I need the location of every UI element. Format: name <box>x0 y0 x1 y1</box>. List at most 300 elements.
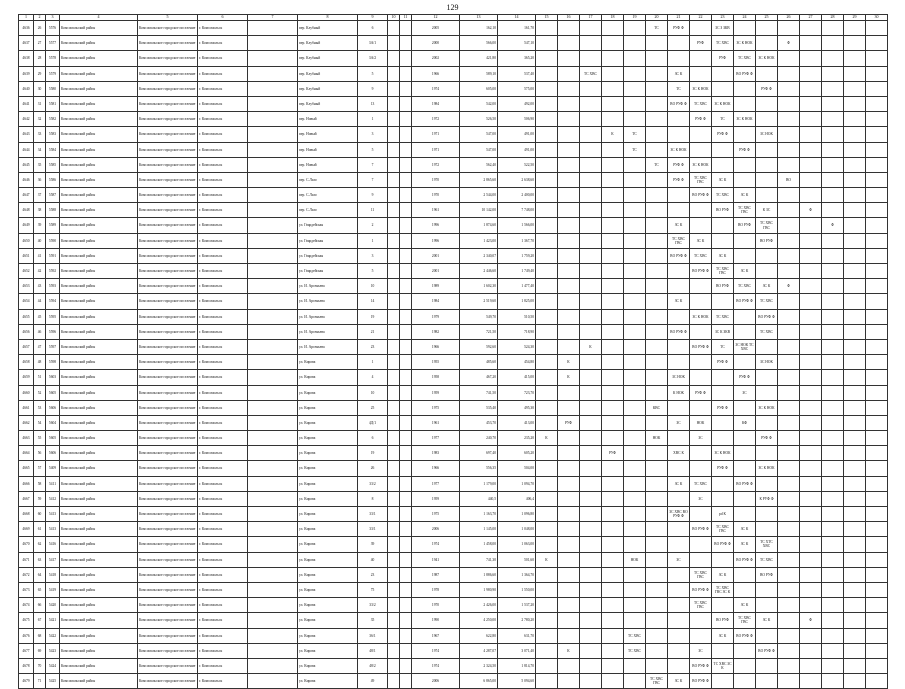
work-type-cell <box>646 491 668 506</box>
work-type-cell <box>580 294 602 309</box>
empty-cell <box>248 370 298 385</box>
work-type-cell: РУФ Ф <box>668 157 690 172</box>
total-area: 622,80 <box>460 628 498 643</box>
work-type-cell <box>558 613 580 628</box>
work-type-cell <box>602 674 624 689</box>
work-type-cell <box>580 385 602 400</box>
work-type-cell: ТС ХВС <box>734 279 756 294</box>
living-area: 1 063,00 <box>498 537 536 552</box>
living-area: 510,50 <box>498 309 536 324</box>
row-number: 39 <box>34 218 46 233</box>
object-code: 5591 <box>46 248 60 263</box>
work-type-cell <box>646 582 668 597</box>
work-type-cell <box>558 552 580 567</box>
row-number: 33 <box>34 127 46 142</box>
work-type-cell <box>822 324 844 339</box>
living-area: 1 048,00 <box>498 522 536 537</box>
work-type-cell <box>580 598 602 613</box>
work-type-cell <box>822 248 844 263</box>
empty-cell <box>400 203 412 218</box>
work-type-cell <box>866 461 888 476</box>
city-name: г. Комсомольск <box>198 415 248 430</box>
empty-cell <box>400 264 412 279</box>
empty-cell <box>248 355 298 370</box>
work-type-cell <box>536 233 558 248</box>
work-type-cell <box>580 36 602 51</box>
house-number: 5 <box>358 66 388 81</box>
total-area: 605,00 <box>460 81 498 96</box>
work-type-cell <box>756 172 778 187</box>
work-type-cell <box>866 415 888 430</box>
work-type-cell <box>800 598 822 613</box>
house-number: 8 <box>358 491 388 506</box>
build-year: 1977 <box>412 431 460 446</box>
work-type-cell <box>822 431 844 446</box>
empty-cell <box>248 628 298 643</box>
record-id: 4674 <box>19 598 34 613</box>
work-type-cell <box>690 21 712 36</box>
work-type-cell <box>580 628 602 643</box>
living-area: 1 367,70 <box>498 233 536 248</box>
record-id: 4679 <box>19 674 34 689</box>
table-row <box>19 491 888 506</box>
work-type-cell: ВО <box>778 172 800 187</box>
city-name: г. Комсомольск <box>198 203 248 218</box>
empty-cell <box>400 309 412 324</box>
row-number: 36 <box>34 172 46 187</box>
build-year: 1958 <box>412 370 460 385</box>
work-type-cell <box>734 157 756 172</box>
work-type-cell <box>668 188 690 203</box>
city-name: г. Комсомольск <box>198 324 248 339</box>
work-type-cell: ТС <box>712 112 734 127</box>
work-type-cell <box>844 188 866 203</box>
work-type-cell <box>690 218 712 233</box>
work-type-cell: ЗС К <box>734 522 756 537</box>
work-type-cell <box>800 279 822 294</box>
column-number: 27 <box>800 15 822 21</box>
work-type-cell <box>624 279 646 294</box>
work-type-cell <box>778 339 800 354</box>
work-type-cell: РУФ Ф <box>712 400 734 415</box>
work-type-cell <box>668 522 690 537</box>
row-number: 32 <box>34 112 46 127</box>
record-id: 4656 <box>19 324 34 339</box>
living-area: 524,30 <box>498 339 536 354</box>
build-year: 1970 <box>412 188 460 203</box>
work-type-cell <box>778 643 800 658</box>
table-row <box>19 81 888 96</box>
object-code: 5419 <box>46 582 60 597</box>
work-type-cell <box>756 21 778 36</box>
work-type-cell: ЗС К <box>712 567 734 582</box>
record-id: 4646 <box>19 172 34 187</box>
district-name: Комсомольский район <box>60 294 138 309</box>
work-type-cell <box>536 218 558 233</box>
work-type-cell <box>778 598 800 613</box>
work-type-cell <box>558 431 580 446</box>
object-code: 5409 <box>46 461 60 476</box>
work-type-cell <box>756 339 778 354</box>
work-type-cell <box>822 279 844 294</box>
house-number: 19 <box>358 446 388 461</box>
row-number: 57 <box>34 461 46 476</box>
work-type-cell <box>668 537 690 552</box>
work-type-cell: ВО РУФ Ф <box>734 476 756 491</box>
work-type-cell <box>536 188 558 203</box>
empty-cell <box>248 522 298 537</box>
work-type-cell <box>844 339 866 354</box>
work-type-cell <box>580 142 602 157</box>
work-type-cell <box>536 567 558 582</box>
column-number: 20 <box>646 15 668 21</box>
record-id: 4647 <box>19 188 34 203</box>
work-type-cell <box>646 370 668 385</box>
work-type-cell <box>800 658 822 673</box>
empty-cell <box>400 21 412 36</box>
work-type-cell <box>844 355 866 370</box>
work-type-cell <box>800 370 822 385</box>
district-name: Комсомольский район <box>60 203 138 218</box>
work-type-cell: РУФ <box>558 415 580 430</box>
work-type-cell <box>778 674 800 689</box>
work-type-cell <box>558 461 580 476</box>
house-number: 10 <box>358 279 388 294</box>
work-type-cell <box>844 567 866 582</box>
work-type-cell <box>800 567 822 582</box>
work-type-cell <box>646 507 668 522</box>
table-row <box>19 188 888 203</box>
work-type-cell <box>712 81 734 96</box>
work-type-cell <box>866 400 888 415</box>
street-name: ул. Кирова <box>298 507 358 522</box>
work-type-cell <box>734 582 756 597</box>
work-type-cell <box>822 355 844 370</box>
empty-cell <box>248 66 298 81</box>
empty-cell <box>388 446 400 461</box>
work-type-cell <box>822 522 844 537</box>
work-type-cell <box>624 582 646 597</box>
column-number: 16 <box>558 15 580 21</box>
work-type-cell <box>712 66 734 81</box>
work-type-cell <box>668 461 690 476</box>
object-code: 5577 <box>46 36 60 51</box>
city-name: г. Комсомольск <box>198 567 248 582</box>
column-number: 9 <box>358 15 388 21</box>
work-type-cell <box>734 324 756 339</box>
work-type-cell <box>602 613 624 628</box>
work-type-cell: ВО РУФ <box>712 613 734 628</box>
empty-cell <box>388 476 400 491</box>
column-number: 21 <box>668 15 690 21</box>
work-type-cell: К <box>580 339 602 354</box>
work-type-cell <box>624 81 646 96</box>
empty-cell <box>400 172 412 187</box>
work-type-cell <box>646 385 668 400</box>
work-type-cell <box>844 400 866 415</box>
record-id: 4661 <box>19 400 34 415</box>
work-type-cell <box>646 264 668 279</box>
work-type-cell <box>866 218 888 233</box>
table-row <box>19 370 888 385</box>
empty-cell <box>400 628 412 643</box>
work-type-cell <box>778 628 800 643</box>
work-type-cell <box>822 21 844 36</box>
work-type-cell <box>646 658 668 673</box>
work-type-cell: ТС ХВС ГВС <box>690 598 712 613</box>
empty-cell <box>248 674 298 689</box>
work-type-cell <box>580 96 602 111</box>
empty-cell <box>388 552 400 567</box>
object-code: 5593 <box>46 279 60 294</box>
work-type-cell <box>580 309 602 324</box>
column-number: 18 <box>602 15 624 21</box>
record-id: 4644 <box>19 142 34 157</box>
street-name: ул. Кирова <box>298 598 358 613</box>
work-type-cell <box>536 658 558 673</box>
living-area: 547,10 <box>498 36 536 51</box>
work-type-cell: РУФ <box>712 51 734 66</box>
district-name: Комсомольский район <box>60 112 138 127</box>
table-row <box>19 628 888 643</box>
table-row <box>19 431 888 446</box>
table-row <box>19 415 888 430</box>
table-row <box>19 112 888 127</box>
house-number: 14 <box>358 294 388 309</box>
work-type-cell <box>822 66 844 81</box>
street-name: пер. Новый <box>298 127 358 142</box>
house-number: 7 <box>358 157 388 172</box>
work-type-cell <box>602 476 624 491</box>
work-type-cell <box>690 461 712 476</box>
work-type-cell <box>536 582 558 597</box>
work-type-cell: К ЗС <box>756 203 778 218</box>
work-type-cell <box>646 188 668 203</box>
build-year: 1966 <box>412 339 460 354</box>
work-type-cell <box>844 582 866 597</box>
living-area: 1 364,70 <box>498 567 536 582</box>
empty-cell <box>248 264 298 279</box>
house-number: 36/1 <box>358 628 388 643</box>
work-type-cell: ЗС К <box>690 233 712 248</box>
work-type-cell <box>668 112 690 127</box>
work-type-cell: ТС ХВС ГВС <box>668 233 690 248</box>
work-type-cell <box>690 613 712 628</box>
row-number: 35 <box>34 157 46 172</box>
work-type-cell <box>734 21 756 36</box>
work-type-cell: Ф <box>822 218 844 233</box>
work-type-cell <box>778 446 800 461</box>
work-type-cell <box>756 264 778 279</box>
object-code: 5583 <box>46 127 60 142</box>
column-number: 26 <box>778 15 800 21</box>
work-type-cell <box>624 658 646 673</box>
column-number: 10 <box>388 15 400 21</box>
object-code: 5594 <box>46 294 60 309</box>
work-type-cell <box>558 294 580 309</box>
district-name: Комсомольский район <box>60 461 138 476</box>
living-area: 718,90 <box>498 324 536 339</box>
empty-cell <box>400 355 412 370</box>
work-type-cell <box>580 233 602 248</box>
street-name: пер. Клубный <box>298 21 358 36</box>
work-type-cell <box>734 233 756 248</box>
work-type-cell <box>646 218 668 233</box>
district-name: Комсомольский район <box>60 613 138 628</box>
work-type-cell: ТС ХВС <box>734 51 756 66</box>
record-id: 4668 <box>19 507 34 522</box>
district-name: Комсомольский район <box>60 400 138 415</box>
work-type-cell <box>756 96 778 111</box>
work-type-cell <box>624 598 646 613</box>
work-type-cell <box>734 507 756 522</box>
row-number: 58 <box>34 476 46 491</box>
work-type-cell <box>822 294 844 309</box>
work-type-cell <box>778 21 800 36</box>
object-code: 5411 <box>46 476 60 491</box>
work-type-cell <box>536 491 558 506</box>
empty-cell <box>248 461 298 476</box>
empty-cell <box>400 339 412 354</box>
row-number: 65 <box>34 582 46 597</box>
district-name: Комсомольский район <box>60 324 138 339</box>
empty-cell <box>388 112 400 127</box>
settlement-name: Комсомольское городское поселение <box>138 491 198 506</box>
work-type-cell <box>558 400 580 415</box>
work-type-cell: ТС ХВС <box>624 643 646 658</box>
district-name: Комсомольский район <box>60 142 138 157</box>
work-type-cell <box>778 127 800 142</box>
empty-cell <box>400 674 412 689</box>
work-type-cell <box>624 491 646 506</box>
work-type-cell <box>734 355 756 370</box>
work-type-cell <box>536 81 558 96</box>
work-type-cell <box>624 446 646 461</box>
city-name: г. Комсомольск <box>198 370 248 385</box>
row-number: 53 <box>34 400 46 415</box>
work-type-cell <box>866 324 888 339</box>
work-type-cell <box>800 36 822 51</box>
empty-cell <box>388 339 400 354</box>
street-name: ул. Гвардейская <box>298 248 358 263</box>
register-table <box>18 14 888 689</box>
work-type-cell <box>778 415 800 430</box>
column-number: 6 <box>198 15 248 21</box>
living-area: 491,00 <box>498 127 536 142</box>
city-name: г. Комсомольск <box>198 36 248 51</box>
work-type-cell <box>800 491 822 506</box>
total-area: 535,40 <box>460 400 498 415</box>
work-type-cell <box>602 385 624 400</box>
city-name: г. Комсомольск <box>198 112 248 127</box>
work-type-cell <box>844 552 866 567</box>
street-name: ул. Гвардейская <box>298 264 358 279</box>
work-type-cell <box>558 674 580 689</box>
empty-cell <box>400 385 412 400</box>
work-type-cell <box>844 658 866 673</box>
work-type-cell: ТС ХВС ГВС <box>712 522 734 537</box>
work-type-cell <box>822 51 844 66</box>
work-type-cell <box>580 507 602 522</box>
work-type-cell <box>844 324 866 339</box>
build-year: 1974 <box>412 537 460 552</box>
column-number: 12 <box>412 15 460 21</box>
row-number: 61 <box>34 522 46 537</box>
work-type-cell <box>778 461 800 476</box>
work-type-cell <box>536 172 558 187</box>
record-id: 4678 <box>19 658 34 673</box>
work-type-cell <box>822 339 844 354</box>
work-type-cell <box>844 385 866 400</box>
work-type-cell <box>536 112 558 127</box>
work-type-cell <box>866 248 888 263</box>
work-type-cell <box>602 66 624 81</box>
work-type-cell <box>800 112 822 127</box>
work-type-cell <box>602 157 624 172</box>
work-type-cell <box>558 582 580 597</box>
empty-cell <box>248 643 298 658</box>
row-number: 26 <box>34 21 46 36</box>
work-type-cell <box>866 172 888 187</box>
work-type-cell: ТС ХВС <box>690 248 712 263</box>
work-type-cell <box>844 431 866 446</box>
row-number: 44 <box>34 294 46 309</box>
house-number: 23 <box>358 567 388 582</box>
total-area: 1 886,60 <box>460 567 498 582</box>
house-number: 1 <box>358 355 388 370</box>
house-number: 33/2 <box>358 476 388 491</box>
table-row <box>19 339 888 354</box>
page-number: 129 <box>446 3 459 12</box>
empty-cell <box>400 658 412 673</box>
work-type-cell: ЗС К НОК <box>734 112 756 127</box>
work-type-cell <box>580 658 602 673</box>
total-area: 697,40 <box>460 446 498 461</box>
total-area: 2 446,60 <box>460 264 498 279</box>
empty-cell <box>400 507 412 522</box>
work-type-cell <box>558 248 580 263</box>
work-type-cell <box>624 66 646 81</box>
work-type-cell <box>624 400 646 415</box>
empty-cell <box>248 127 298 142</box>
work-type-cell <box>580 476 602 491</box>
object-code: 5592 <box>46 264 60 279</box>
work-type-cell <box>624 309 646 324</box>
living-area: 491,00 <box>498 142 536 157</box>
house-number: 3А/1 <box>358 36 388 51</box>
build-year: 1996 <box>412 218 460 233</box>
table-row <box>19 96 888 111</box>
district-name: Комсомольский район <box>60 339 138 354</box>
work-type-cell <box>756 522 778 537</box>
work-type-cell: ЗС К <box>734 598 756 613</box>
row-number: 37 <box>34 188 46 203</box>
column-number: 4 <box>60 15 138 21</box>
object-code: 5581 <box>46 96 60 111</box>
street-name: пер. Клубный <box>298 81 358 96</box>
street-name: ул. Кирова <box>298 461 358 476</box>
row-number: 55 <box>34 431 46 446</box>
work-type-cell: ТС ХТС ХВС <box>756 537 778 552</box>
work-type-cell <box>866 491 888 506</box>
empty-cell <box>248 172 298 187</box>
work-type-cell <box>844 81 866 96</box>
table-row <box>19 172 888 187</box>
house-number: 3 <box>358 248 388 263</box>
work-type-cell <box>844 507 866 522</box>
work-type-cell <box>756 142 778 157</box>
city-name: г. Комсомольск <box>198 142 248 157</box>
